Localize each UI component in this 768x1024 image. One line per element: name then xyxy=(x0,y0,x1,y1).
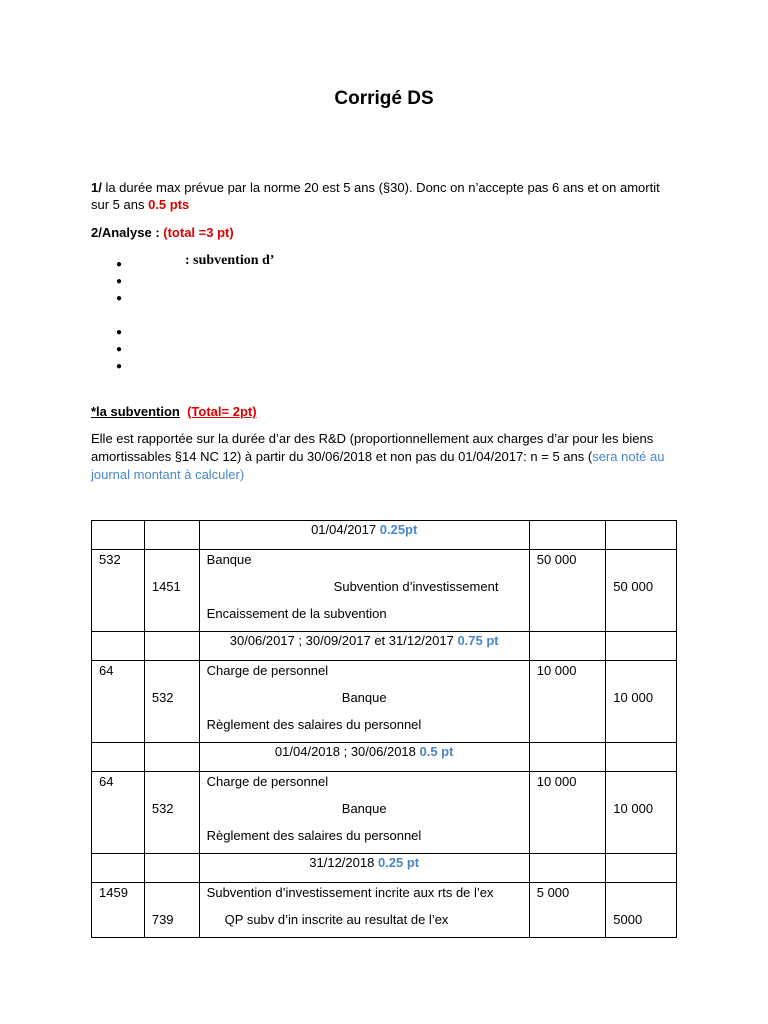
question-1-points: 0.5 pts xyxy=(148,197,190,212)
debit-account: 532 xyxy=(99,552,121,567)
question-1-text: la durée max prévue par la norme 20 est 5 ans (§30). Donc on n’accepte pas 6 ans et on amortit xyxy=(101,180,660,195)
journal-points: 0.5 pt xyxy=(419,744,454,759)
journal-date: 01/04/2018 ; 30/06/2018 0.5 pt xyxy=(199,743,529,772)
debit-amount: 10 000 xyxy=(536,774,577,789)
journal-entry-row xyxy=(92,661,677,743)
subvention-note-2: journal montant à calculer) xyxy=(91,467,245,482)
subvention-heading xyxy=(91,403,691,420)
bullet-4: ● xyxy=(116,327,123,338)
question-1 xyxy=(91,179,691,213)
journal-points: 0.75 pt xyxy=(457,633,499,648)
credit-account: 739 xyxy=(151,912,174,927)
bullet-5: ● xyxy=(116,344,123,355)
journal-date: 30/06/2017 ; 30/09/2017 et 31/12/2017 0.75 pt xyxy=(199,632,529,661)
debit-account: 64 xyxy=(99,663,114,678)
debit-account: 1459 xyxy=(99,885,128,900)
bullet-6: ● xyxy=(116,361,123,372)
credit-label: Banque xyxy=(341,690,387,705)
journal-date-row xyxy=(92,632,677,661)
question-2-label: 2/Analyse : xyxy=(91,225,164,240)
credit-amount: 10 000 xyxy=(613,690,654,705)
question-2-total: (total =3 pt) xyxy=(163,225,234,240)
credit-account: 1451 xyxy=(151,579,181,594)
subvention-heading-text: *la subvention xyxy=(91,404,180,419)
journal-date: 01/04/2017 0.25pt xyxy=(199,521,529,550)
debit-label: Subvention d’investissement incrite aux rts de l’ex xyxy=(206,885,494,900)
bullet-1: ● xyxy=(116,259,123,270)
credit-account: 532 xyxy=(151,690,174,705)
credit-amount: 50 000 xyxy=(613,579,654,594)
page-title: Corrigé DS xyxy=(334,88,434,109)
credit-amount: 5000 xyxy=(613,912,643,927)
credit-label: Banque xyxy=(341,801,387,816)
question-1-text-2: sur 5 ans xyxy=(91,197,149,212)
credit-label: Subvention d’investissement xyxy=(333,579,499,594)
debit-label: Charge de personnel xyxy=(206,774,329,789)
journal-date: 31/12/2018 0.25 pt xyxy=(199,854,529,883)
bullet-2: ● xyxy=(116,276,123,287)
bullet-1-text: : subvention d’ xyxy=(185,253,275,268)
subvention-text-1: Elle est rapportée sur la durée d’ar des R&D (proportionnellement aux charges d’ar pour les biens xyxy=(91,431,654,446)
journal-date-row xyxy=(92,743,677,772)
entry-description: Règlement des salaires du personnel xyxy=(206,717,422,732)
debit-amount: 10 000 xyxy=(536,663,577,678)
entry-description: Encaissement de la subvention xyxy=(206,606,387,621)
credit-label: QP subv d’in inscrite au resultat de l’ex xyxy=(224,912,449,927)
journal-table xyxy=(91,520,677,938)
question-1-number: 1/ xyxy=(91,180,102,195)
journal-entry-row xyxy=(92,772,677,854)
debit-amount: 5 000 xyxy=(536,885,570,900)
subvention-paragraph xyxy=(91,430,691,484)
journal-points: 0.25pt xyxy=(379,522,418,537)
debit-label: Charge de personnel xyxy=(206,663,329,678)
journal-date-row xyxy=(92,854,677,883)
subvention-note-1: sera noté au xyxy=(592,449,665,464)
credit-account: 532 xyxy=(151,801,174,816)
subvention-text-2: amortissables §14 NC 12) à partir du 30/06/2018 et non pas du 01/04/2017: n = 5 ans ( xyxy=(91,449,593,464)
debit-account: 64 xyxy=(99,774,114,789)
debit-label: Banque xyxy=(206,552,252,567)
credit-amount: 10 000 xyxy=(613,801,654,816)
journal-entry-row xyxy=(92,550,677,632)
question-2 xyxy=(91,224,691,241)
bullet-3: ● xyxy=(116,293,123,304)
journal-points: 0.25 pt xyxy=(377,855,420,870)
debit-amount: 50 000 xyxy=(536,552,577,567)
journal-date-row xyxy=(92,521,677,550)
entry-description: Règlement des salaires du personnel xyxy=(206,828,422,843)
subvention-total: (Total= 2pt) xyxy=(187,404,257,419)
journal-entry-row xyxy=(92,883,677,938)
